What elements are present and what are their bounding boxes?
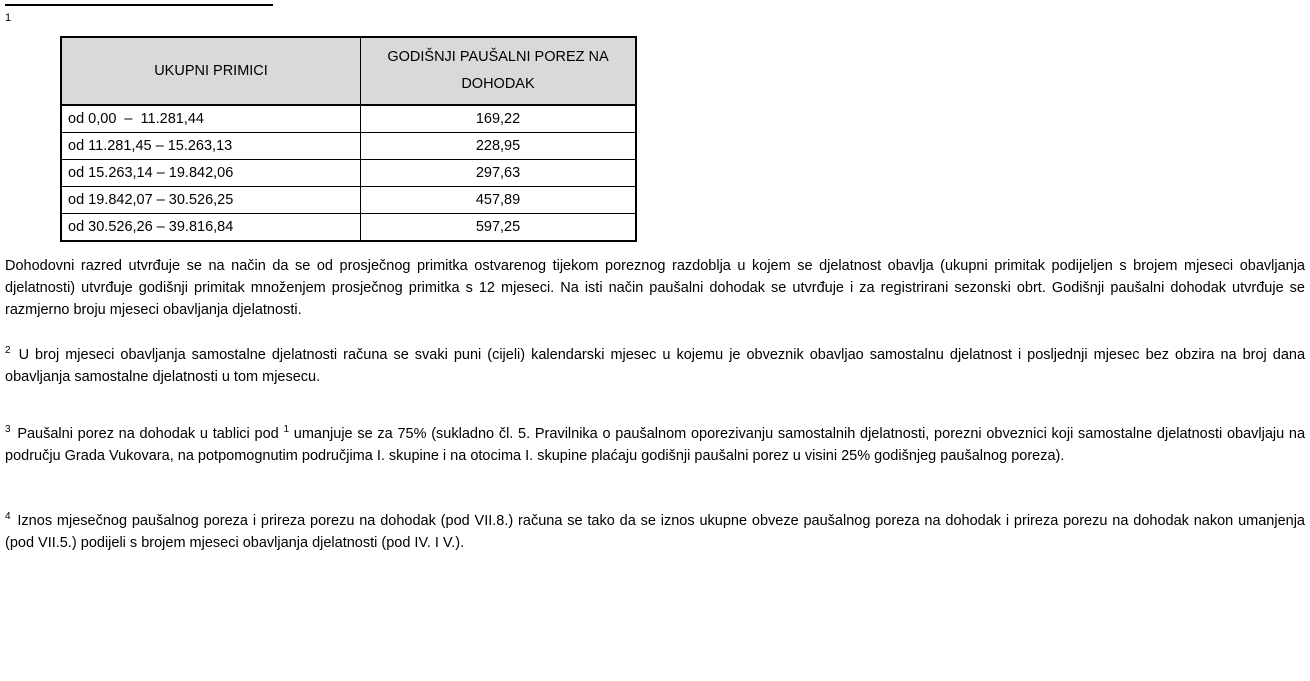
footnote-2-marker: 2 — [5, 345, 11, 357]
tax-amount-cell: 297,63 — [361, 160, 637, 187]
footnote-4-text: Iznos mjesečnog paušalnog poreza i prireza porezu na dohodak (pod VII.8.) računa se tako da se iznos ukupne obveze paušalnog poreza na dohodak i prireza porezu na dohodak nakon umanjenja (pod VII.5.) podijeli s brojem mjeseci obavljanja djelatnosti (pod IV. I V.). — [5, 513, 1305, 551]
footnote-3-inline-superscript-1: 1 — [283, 424, 290, 436]
tax-amount-cell: 169,22 — [361, 105, 637, 133]
footnote-4-paragraph — [5, 510, 1305, 554]
tax-amount-cell: 457,89 — [361, 187, 637, 214]
table-header-row — [61, 37, 636, 105]
footnote-3-text-pre: Paušalni porez na dohodak u tablici pod — [17, 426, 279, 442]
tax-amount-cell: 228,95 — [361, 133, 637, 160]
table-row — [61, 160, 636, 187]
tax-amount-cell: 597,25 — [361, 214, 637, 242]
footnote-2-paragraph — [5, 344, 1305, 388]
footnote-3-text-post: umanjuje se za 75% (sukladno čl. 5. Pravilnika o paušalnom oporezivanju samostalnih djelatnosti, porezni obveznici koji samostalne djelatnosti obavljaju na području Grada Vukovara, na potpomognutim područjima I. skupine i na otocima I. skupine plaćaju godišnji paušalni porez u visini 25% godišnjeg paušalnog poreza). — [5, 426, 1306, 464]
income-range-cell: od 0,00 – 11.281,44 — [61, 105, 361, 133]
table-row — [61, 105, 636, 133]
paragraph-dohodovni-razred: Dohodovni razred utvrđuje se na način da se od prosječnog primitka ostvarenog tijekom poreznog razdoblja u kojem se djelatnost obavlja (ukupni primitak podijeljen s brojem mjeseci obavljanja djelatnosti) utvrđuje godišnji primitak množenjem prosječnog primitka s 12 mjeseci. Na isti način paušalni dohodak se utvrđuje i za registrirani sezonski obrt. Godišnji paušalni dohodak utvrđuje se razmjerno broju mjeseci obavljanja djelatnosti. — [5, 258, 1305, 318]
footnote-1-marker: 1 — [5, 12, 12, 24]
footnote-separator-line — [5, 4, 273, 6]
income-range-cell: od 11.281,45 – 15.263,13 — [61, 133, 361, 160]
table-row — [61, 133, 636, 160]
footnote-3-marker: 3 — [5, 424, 11, 436]
income-range-cell: od 19.842,07 – 30.526,25 — [61, 187, 361, 214]
table-row — [61, 187, 636, 214]
table-header-ukupni-primici: UKUPNI PRIMICI — [61, 37, 361, 105]
table-row — [61, 214, 636, 242]
footnote-2-text: U broj mjeseci obavljanja samostalne djelatnosti računa se svaki puni (cijeli) kalendarski mjesec u kojemu je obveznik obavljao samostalnu djelatnost i posljednji mjesec bez obzira na broj dana obavljanja samostalne djelatnosti u tom mjesecu. — [5, 347, 1306, 385]
table-header-godisnji-pausalni-porez: GODIŠNJI PAUŠALNI POREZ NA DOHODAK — [361, 37, 637, 105]
footnote-3-paragraph — [5, 423, 1305, 467]
footnote-4-marker: 4 — [5, 511, 11, 523]
tax-brackets-table — [60, 36, 637, 242]
income-range-cell: od 30.526,26 – 39.816,84 — [61, 214, 361, 242]
income-range-cell: od 15.263,14 – 19.842,06 — [61, 160, 361, 187]
